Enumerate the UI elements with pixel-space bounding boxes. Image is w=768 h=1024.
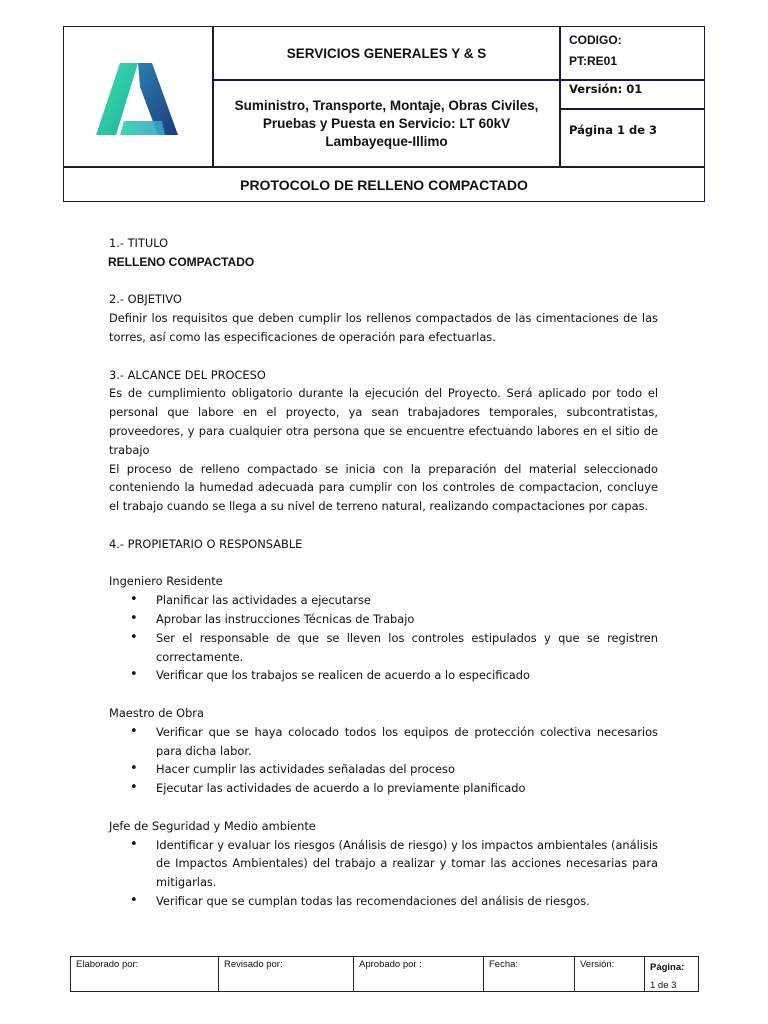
footer-label: Elaborado por:	[76, 959, 139, 970]
footer-cell-pagina	[645, 957, 698, 991]
list-item: • Planificar las actividades a ejecutarse	[109, 591, 658, 610]
header-divider	[559, 27, 561, 166]
project-line: Lambayeque-Illimo	[325, 133, 448, 149]
page-indicator: Página 1 de 3	[569, 123, 658, 137]
section-heading: 1.- TITULO	[109, 236, 169, 250]
code-value: PT:RE01	[569, 53, 618, 68]
role-title: Ingeniero Residente	[109, 574, 223, 589]
footer-label: Página:	[650, 962, 685, 973]
footer-label: Versión:	[580, 959, 615, 970]
responsibility-list	[109, 723, 658, 798]
list-item: • Verificar que se haya colocado todos los equipos de protección colectiva necesarios para dicha labor.	[109, 723, 658, 761]
section-paragraph: El proceso de relleno compactado se inicia con la preparación del material seleccionado conteniendo la humedad adecuada para cumplir con los controles de compactacion, concluye el trabajo cuando se llega a su nivel de terreno natural, realizando compactaciones por capas.	[109, 461, 658, 514]
company-name: SERVICIOS GENERALES Y & S	[286, 45, 487, 61]
list-item: • Verificar que los trabajos se realicen de acuerdo a lo especificado	[109, 666, 658, 685]
project-line: Suministro, Transporte, Montaje, Obras Civiles,	[234, 97, 539, 113]
section-title-text: RELLENO COMPACTADO	[108, 254, 255, 269]
project-line: Pruebas y Puesta en Servicio: LT 60kV	[262, 115, 511, 131]
list-item: • Aprobar las instrucciones Técnicas de Trabajo	[109, 610, 658, 629]
footer-label: Aprobado por :	[359, 959, 422, 970]
section-heading: 2.- OBJETIVO	[109, 292, 182, 307]
document-body	[109, 234, 658, 911]
footer-cell-aprobado	[354, 957, 484, 991]
section-heading: 4.- PROPIETARIO O RESPONSABLE	[109, 536, 303, 551]
section-paragraph: Definir los requisitos que deben cumplir los rellenos compactados de las cimentaciones de las torres, así como las especificaciones de operación para efectuarlas.	[109, 311, 658, 344]
list-item: • Verificar que se cumplan todas las recomendaciones del análisis de riesgos.	[109, 892, 658, 911]
responsibility-list	[109, 836, 658, 911]
footer-page-value: 1 de 3	[650, 980, 677, 991]
footer-cell-elaborado	[71, 957, 219, 991]
document-header-table	[63, 26, 705, 202]
project-description	[214, 81, 559, 166]
version-label: Versión: 01	[569, 82, 643, 96]
footer-cell-revisado	[219, 957, 354, 991]
list-item: • Ser el responsable de que se lleven los controles estipulados y que se registren correctamente.	[109, 629, 658, 667]
footer-label: Revisado por:	[224, 959, 283, 970]
role-title: Jefe de Seguridad y Medio ambiente	[109, 818, 316, 833]
company-logo-icon	[90, 59, 182, 139]
section-heading: 3.- ALCANCE DEL PROCESO	[109, 367, 266, 382]
list-item: • Identificar y evaluar los riesgos (Análisis de riesgo) y los impactos ambientales (análisis de Impactos Ambientales) del trabajo a realizar y tomar las acciones necesarias para mitigarlas.	[109, 836, 658, 892]
section-paragraph: Es de cumplimiento obligatorio durante la ejecución del Proyecto. Será aplicado por todo el personal que labore en el proyecto, ya sean trabajadores temporales, subcontratistas, proveedores, y para cualquier otra persona que se encuentre efectuando labores en el sitio de trabajo	[109, 386, 658, 457]
responsibility-list	[109, 591, 658, 685]
code-label: CODIGO:	[569, 32, 622, 47]
list-item: • Hacer cumplir las actividades señaladas del proceso	[109, 760, 658, 779]
footer-label: Fecha:	[489, 959, 519, 970]
list-item: • Ejecutar las actividades de acuerdo a lo previamente planificado	[109, 779, 658, 798]
footer-cell-fecha	[484, 957, 575, 991]
footer-cell-version	[575, 957, 645, 991]
protocol-title: PROTOCOLO DE RELLENO COMPACTADO	[240, 176, 528, 193]
role-title: Maestro de Obra	[109, 705, 204, 720]
approval-footer-table	[70, 956, 699, 992]
